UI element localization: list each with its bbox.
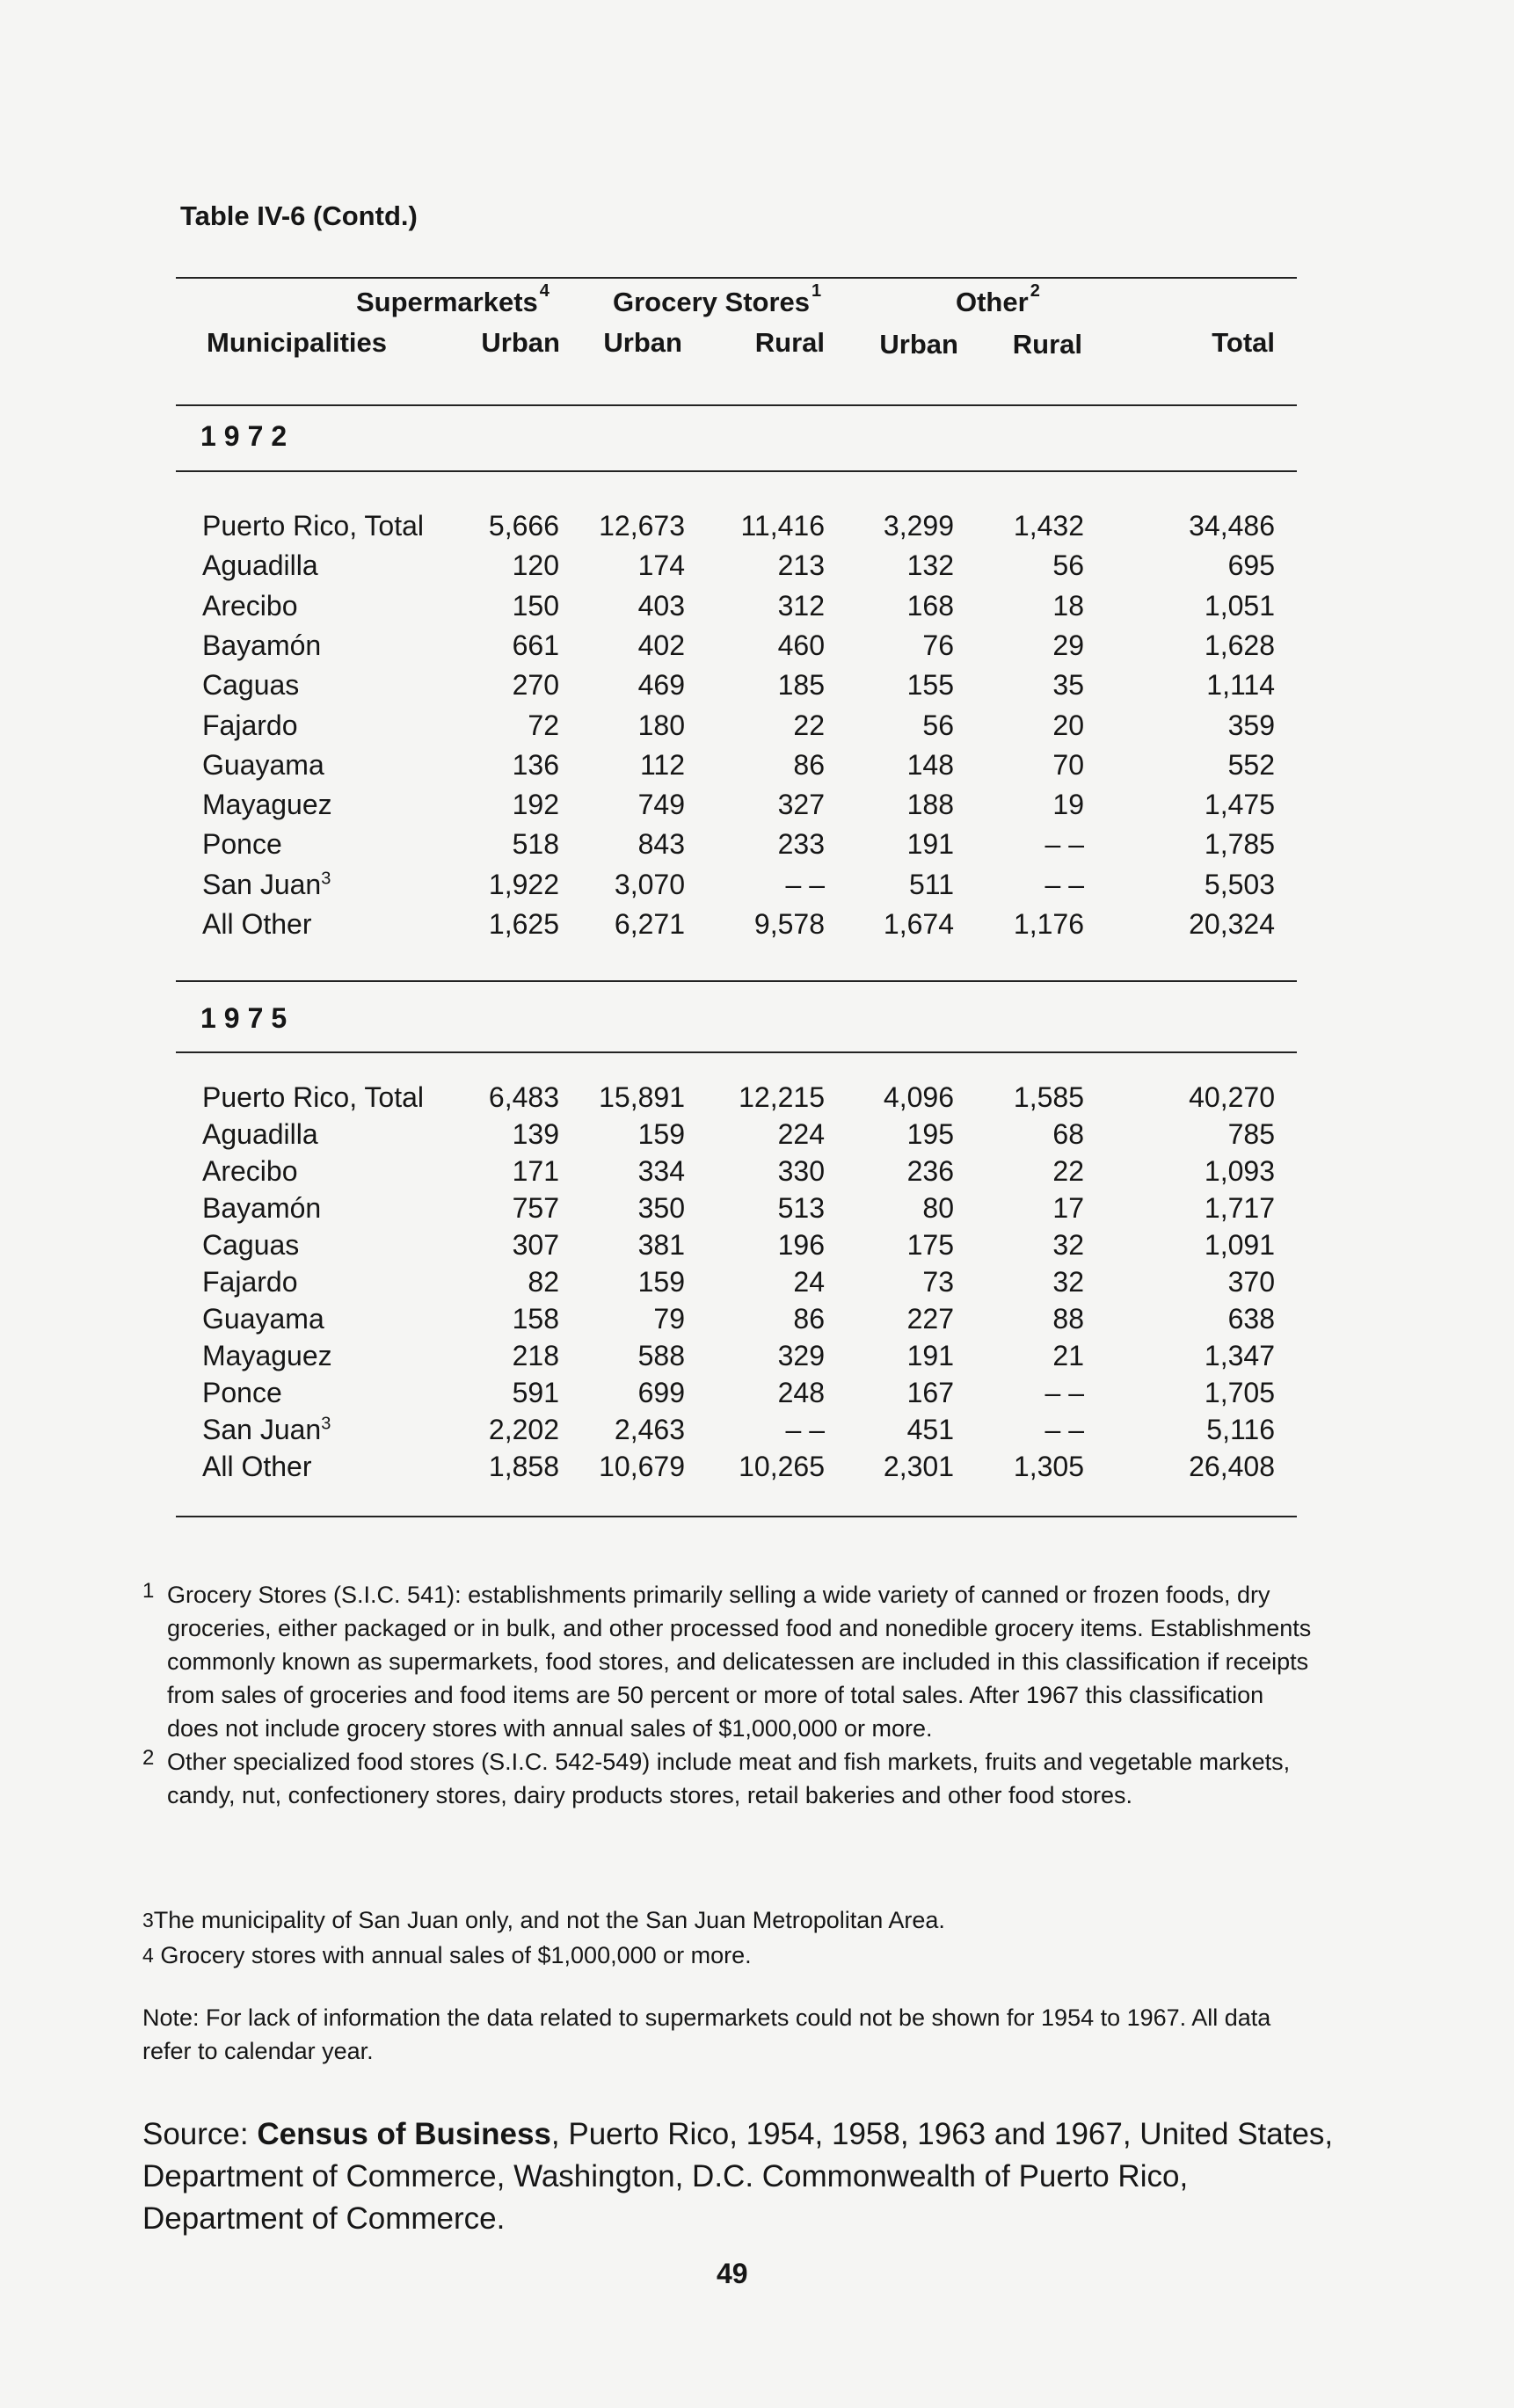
municipality-name: Puerto Rico, Total bbox=[202, 1081, 424, 1113]
other-rural-cell: 35 bbox=[1052, 669, 1084, 702]
municipality-name: Caguas bbox=[202, 1229, 300, 1261]
table-row bbox=[0, 1155, 1514, 1196]
supermarkets-urban-cell: 158 bbox=[512, 1303, 559, 1335]
rule-1975 bbox=[176, 1051, 1297, 1053]
table-row bbox=[0, 1081, 1514, 1122]
supermarkets-urban-cell: 171 bbox=[512, 1155, 559, 1187]
grocery-rural-cell: 213 bbox=[777, 549, 825, 582]
municipality-name: Bayamón bbox=[202, 1192, 322, 1224]
footnote-4: 4 Grocery stores with annual sales of $1,000,000 or more. bbox=[142, 1942, 752, 1968]
municipality-name: Bayamón bbox=[202, 629, 322, 661]
footnote-3: 3The municipality of San Juan only, and not the San Juan Metropolitan Area. bbox=[142, 1907, 945, 1933]
grocery-rural-cell: 233 bbox=[777, 828, 825, 861]
table-row bbox=[0, 549, 1514, 590]
supermarkets-urban-cell: 591 bbox=[512, 1377, 559, 1408]
grocery-rural-cell: 86 bbox=[793, 1303, 825, 1335]
total-cell: 5,503 bbox=[1204, 868, 1275, 900]
other-rural-cell: 17 bbox=[1052, 1192, 1084, 1224]
other-urban-cell: 80 bbox=[922, 1192, 954, 1224]
other-urban-cell: 56 bbox=[922, 709, 954, 741]
other-rural-cell: 1,176 bbox=[1013, 908, 1084, 940]
grocery-urban-cell: 350 bbox=[637, 1192, 685, 1224]
grocery-rural-cell: 460 bbox=[777, 629, 825, 661]
other-rural-cell: 21 bbox=[1052, 1340, 1084, 1371]
other-rural-cell: – – bbox=[1045, 1377, 1084, 1408]
supermarkets-urban-cell: 139 bbox=[512, 1118, 559, 1150]
total-cell: 20,324 bbox=[1189, 908, 1275, 940]
supermarkets-urban-cell: 2,202 bbox=[488, 1414, 559, 1445]
total-cell: 1,628 bbox=[1204, 629, 1275, 661]
footnote-mark: 3 bbox=[321, 1414, 331, 1434]
municipality-name: Fajardo bbox=[202, 709, 298, 741]
grocery-rural-cell: 312 bbox=[777, 589, 825, 622]
other-urban-cell: 175 bbox=[906, 1229, 954, 1261]
grocery-urban-cell: 749 bbox=[637, 789, 685, 821]
header-urban-grocery: Urban bbox=[603, 327, 682, 358]
other-urban-cell: 1,674 bbox=[883, 908, 954, 940]
total-cell: 359 bbox=[1227, 709, 1275, 741]
grocery-urban-cell: 12,673 bbox=[599, 510, 685, 542]
grocery-urban-cell: 180 bbox=[637, 709, 685, 741]
table-row bbox=[0, 1229, 1514, 1269]
grocery-rural-cell: 185 bbox=[777, 669, 825, 702]
grocery-urban-cell: 2,463 bbox=[614, 1414, 685, 1445]
grocery-rural-cell: 329 bbox=[777, 1340, 825, 1371]
other-rural-cell: 1,585 bbox=[1013, 1081, 1084, 1113]
municipality-name: Aguadilla bbox=[202, 549, 318, 582]
other-rural-cell: 88 bbox=[1052, 1303, 1084, 1335]
municipality-name: Guayama bbox=[202, 748, 324, 781]
grocery-urban-cell: 334 bbox=[637, 1155, 685, 1187]
other-urban-cell: 227 bbox=[906, 1303, 954, 1335]
municipality-name: Fajardo bbox=[202, 1266, 298, 1298]
other-rural-cell: 1,305 bbox=[1013, 1451, 1084, 1482]
total-cell: 34,486 bbox=[1189, 510, 1275, 542]
table-row bbox=[0, 828, 1514, 869]
rule-top bbox=[176, 277, 1297, 279]
total-cell: 1,114 bbox=[1206, 669, 1275, 702]
supermarkets-urban-cell: 757 bbox=[512, 1192, 559, 1224]
header-urban-supermarkets: Urban bbox=[481, 327, 560, 358]
grocery-urban-cell: 112 bbox=[639, 748, 685, 781]
supermarkets-urban-cell: 6,483 bbox=[488, 1081, 559, 1113]
table-row bbox=[0, 709, 1514, 750]
table-title: Table IV-6 (Contd.) bbox=[180, 200, 418, 231]
table-row bbox=[0, 789, 1514, 829]
other-urban-cell: 2,301 bbox=[883, 1451, 954, 1482]
grocery-rural-cell: 12,215 bbox=[739, 1081, 825, 1113]
grocery-urban-cell: 402 bbox=[637, 629, 685, 661]
grocery-urban-cell: 843 bbox=[637, 828, 685, 861]
municipality-name: Mayaguez bbox=[202, 1340, 332, 1371]
table-row bbox=[0, 590, 1514, 630]
other-rural-cell: 20 bbox=[1052, 709, 1084, 741]
grocery-rural-cell: 9,578 bbox=[753, 908, 825, 940]
footnotes bbox=[142, 1578, 1321, 1812]
municipality-name: Arecibo bbox=[202, 589, 298, 622]
footnote-1: 1 Grocery Stores (S.I.C. 541): establishments primarily selling a wide variety of canned or frozen foods, dry groceries, either packaged or in bulk, and other processed food and nonedible grocery items. Establishments commonly known as supermarkets, food stores, and delicatessen are included in this classification if receipts from sales of groceries and food items are 50 percent or more of total sales. After 1967 this classification does not include grocery stores with annual sales of $1,000,000 or more. bbox=[142, 1579, 1312, 1742]
table-row bbox=[0, 629, 1514, 670]
footnote-2: 2 Other specialized food stores (S.I.C. 542-549) include meat and fish markets, fruits and vegetable markets, candy, nut, confectionery stores, dairy products stores, retail bakeries and other food stores. bbox=[142, 1746, 1291, 1808]
other-rural-cell: 29 bbox=[1052, 629, 1084, 661]
supermarkets-urban-cell: 192 bbox=[512, 789, 559, 821]
municipality-name: All Other bbox=[202, 908, 312, 940]
grocery-urban-cell: 174 bbox=[637, 549, 685, 582]
footnote-mark: 3 bbox=[321, 869, 331, 889]
total-cell: 5,116 bbox=[1206, 1414, 1275, 1445]
other-urban-cell: 168 bbox=[906, 589, 954, 622]
grocery-urban-cell: 159 bbox=[637, 1118, 685, 1150]
municipality-name: Caguas bbox=[202, 669, 300, 702]
other-urban-cell: 155 bbox=[906, 669, 954, 702]
other-rural-cell: – – bbox=[1045, 1414, 1084, 1445]
total-cell: 785 bbox=[1227, 1118, 1275, 1150]
table-row bbox=[0, 749, 1514, 789]
other-urban-cell: 451 bbox=[906, 1414, 954, 1445]
other-rural-cell: 70 bbox=[1052, 748, 1084, 781]
municipality-name: Ponce bbox=[202, 1377, 282, 1408]
grocery-rural-cell: 196 bbox=[777, 1229, 825, 1261]
total-cell: 552 bbox=[1227, 748, 1275, 781]
supermarkets-urban-cell: 136 bbox=[512, 748, 559, 781]
grocery-rural-cell: 248 bbox=[777, 1377, 825, 1408]
municipality-name: Aguadilla bbox=[202, 1118, 318, 1150]
table-row bbox=[0, 908, 1514, 949]
grocery-rural-cell: 513 bbox=[777, 1192, 825, 1224]
header-municipalities: Municipalities bbox=[207, 327, 387, 358]
supermarkets-urban-cell: 1,625 bbox=[488, 908, 559, 940]
header-total: Total bbox=[1212, 327, 1275, 358]
total-cell: 1,347 bbox=[1204, 1340, 1275, 1371]
other-urban-cell: 73 bbox=[922, 1266, 954, 1298]
other-urban-cell: 191 bbox=[906, 828, 954, 861]
supermarkets-urban-cell: 150 bbox=[512, 589, 559, 622]
header-other: Other $^2$ bbox=[956, 281, 1040, 317]
rule-table-bottom bbox=[176, 1516, 1297, 1517]
total-cell: 26,408 bbox=[1189, 1451, 1275, 1482]
grocery-urban-cell: 3,070 bbox=[614, 868, 685, 900]
total-cell: 1,091 bbox=[1204, 1229, 1275, 1261]
supermarkets-urban-cell: 661 bbox=[512, 629, 559, 661]
municipality-name: Mayaguez bbox=[202, 789, 332, 821]
other-urban-cell: 4,096 bbox=[883, 1081, 954, 1113]
header-grocery-stores: Grocery Stores $^1$ bbox=[613, 281, 822, 317]
municipality-name: Ponce bbox=[202, 828, 282, 861]
municipality-name: All Other bbox=[202, 1451, 312, 1482]
grocery-rural-cell: 11,416 bbox=[740, 510, 825, 542]
other-rural-cell: 56 bbox=[1052, 549, 1084, 582]
table-row bbox=[0, 1451, 1514, 1491]
supermarkets-urban-cell: 5,666 bbox=[488, 510, 559, 542]
rule-between-sections bbox=[176, 980, 1297, 982]
municipality-name: San Juan$^3$ bbox=[202, 868, 331, 900]
other-rural-cell: 18 bbox=[1052, 589, 1084, 622]
supermarkets-urban-cell: 270 bbox=[512, 669, 559, 702]
municipality-name: San Juan$^3$ bbox=[202, 1414, 331, 1445]
total-cell: 638 bbox=[1227, 1303, 1275, 1335]
grocery-rural-cell: 327 bbox=[777, 789, 825, 821]
municipality-name: Arecibo bbox=[202, 1155, 298, 1187]
grocery-urban-cell: 588 bbox=[637, 1340, 685, 1371]
total-cell: 1,717 bbox=[1204, 1192, 1275, 1224]
grocery-urban-cell: 699 bbox=[637, 1377, 685, 1408]
grocery-urban-cell: 79 bbox=[653, 1303, 685, 1335]
grocery-rural-cell: 24 bbox=[793, 1266, 825, 1298]
table-row bbox=[0, 1340, 1514, 1380]
other-urban-cell: 132 bbox=[906, 549, 954, 582]
grocery-urban-cell: 469 bbox=[637, 669, 685, 702]
grocery-rural-cell: 86 bbox=[793, 748, 825, 781]
table-row bbox=[0, 510, 1514, 550]
grocery-rural-cell: 22 bbox=[793, 709, 825, 741]
total-cell: 1,785 bbox=[1204, 828, 1275, 861]
source-citation: Source: Census of Business, Puerto Rico, 1954, 1958, 1963 and 1967, United States, Department of Commerce, Washington, D.C. Commonwealth of Puerto Rico, Department of Commerce. bbox=[142, 2117, 1334, 2236]
other-rural-cell: 19 bbox=[1052, 789, 1084, 821]
header-rural-other: Rural bbox=[1012, 329, 1082, 360]
supermarkets-urban-cell: 307 bbox=[512, 1229, 559, 1261]
total-cell: 1,093 bbox=[1204, 1155, 1275, 1187]
municipality-name: Guayama bbox=[202, 1303, 324, 1335]
table-row bbox=[0, 1414, 1514, 1454]
rule-1972 bbox=[176, 470, 1297, 472]
table-row bbox=[0, 669, 1514, 709]
other-rural-cell: – – bbox=[1045, 828, 1084, 861]
other-rural-cell: 32 bbox=[1052, 1229, 1084, 1261]
total-cell: 695 bbox=[1227, 549, 1275, 582]
supermarkets-urban-cell: 218 bbox=[512, 1340, 559, 1371]
grocery-urban-cell: 15,891 bbox=[599, 1081, 685, 1113]
other-rural-cell: 22 bbox=[1052, 1155, 1084, 1187]
other-rural-cell: – – bbox=[1045, 868, 1084, 900]
total-cell: 40,270 bbox=[1189, 1081, 1275, 1113]
other-rural-cell: 1,432 bbox=[1013, 510, 1084, 542]
total-cell: 370 bbox=[1227, 1266, 1275, 1298]
other-rural-cell: 68 bbox=[1052, 1118, 1084, 1150]
supermarkets-urban-cell: 82 bbox=[528, 1266, 559, 1298]
total-cell: 1,051 bbox=[1204, 589, 1275, 622]
grocery-rural-cell: 330 bbox=[777, 1155, 825, 1187]
header-rural-grocery: Rural bbox=[754, 327, 825, 358]
note-paragraph: Note: For lack of information the data related to supermarkets could not be shown for 1954 to 1967. All data refer to calendar year. bbox=[142, 2004, 1271, 2064]
municipality-name: Puerto Rico, Total bbox=[202, 510, 424, 542]
total-cell: 1,475 bbox=[1204, 789, 1275, 821]
table-row bbox=[0, 1192, 1514, 1233]
table-row bbox=[0, 1303, 1514, 1343]
grocery-urban-cell: 6,271 bbox=[614, 908, 685, 940]
supermarkets-urban-cell: 518 bbox=[512, 828, 559, 861]
other-urban-cell: 76 bbox=[922, 629, 954, 661]
grocery-rural-cell: – – bbox=[785, 868, 825, 900]
header-urban-other: Urban bbox=[879, 329, 958, 360]
grocery-rural-cell: 224 bbox=[777, 1118, 825, 1150]
grocery-urban-cell: 381 bbox=[637, 1229, 685, 1261]
other-urban-cell: 236 bbox=[906, 1155, 954, 1187]
supermarkets-urban-cell: 1,922 bbox=[488, 868, 559, 900]
other-urban-cell: 511 bbox=[908, 868, 954, 900]
grocery-rural-cell: 10,265 bbox=[739, 1451, 825, 1482]
page-number: 49 bbox=[717, 2258, 748, 2289]
section-year-1975: 1975 bbox=[200, 1002, 295, 1034]
table-row bbox=[0, 1377, 1514, 1417]
supermarkets-urban-cell: 120 bbox=[512, 549, 559, 582]
total-cell: 1,705 bbox=[1204, 1377, 1275, 1408]
other-urban-cell: 195 bbox=[906, 1118, 954, 1150]
grocery-rural-cell: – – bbox=[785, 1414, 825, 1445]
other-urban-cell: 148 bbox=[906, 748, 954, 781]
header-supermarkets: Supermarkets $^4$ bbox=[356, 281, 550, 317]
other-urban-cell: 191 bbox=[906, 1340, 954, 1371]
supermarkets-urban-cell: 72 bbox=[528, 709, 559, 741]
other-urban-cell: 188 bbox=[906, 789, 954, 821]
grocery-urban-cell: 159 bbox=[637, 1266, 685, 1298]
other-rural-cell: 32 bbox=[1052, 1266, 1084, 1298]
grocery-urban-cell: 403 bbox=[637, 589, 685, 622]
table-row bbox=[0, 1118, 1514, 1159]
table-row bbox=[0, 869, 1514, 909]
table-row bbox=[0, 1266, 1514, 1306]
section-year-1972: 1972 bbox=[200, 420, 295, 452]
other-urban-cell: 3,299 bbox=[883, 510, 954, 542]
supermarkets-urban-cell: 1,858 bbox=[488, 1451, 559, 1482]
other-urban-cell: 167 bbox=[906, 1377, 954, 1408]
grocery-urban-cell: 10,679 bbox=[599, 1451, 685, 1482]
rule-header-bottom bbox=[176, 404, 1297, 406]
